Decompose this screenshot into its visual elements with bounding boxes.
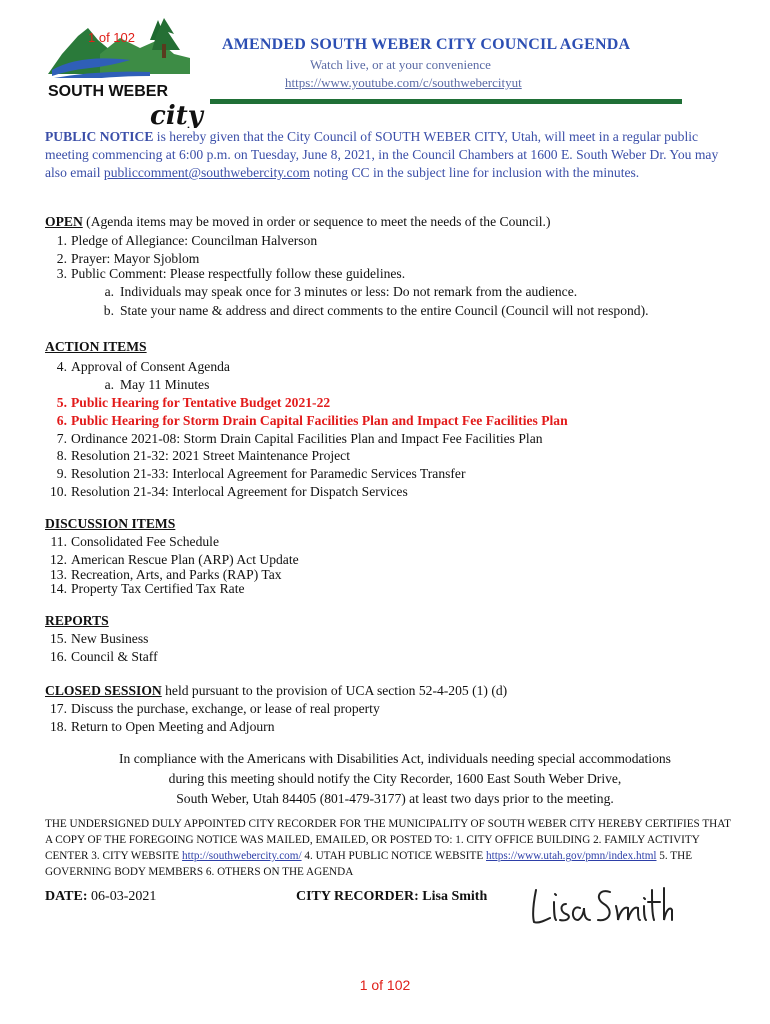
closed-heading: CLOSED SESSION (45, 683, 162, 698)
recorder-label: CITY RECORDER: (296, 889, 419, 904)
list-item: 14. Property Tax Certified Tax Rate (50, 581, 245, 596)
logo-line1: SOUTH WEBER (48, 83, 168, 100)
public-comment-email-link[interactable]: publiccomment@southwebercity.com (103, 165, 310, 180)
page-counter-top: 1 of 102 (88, 30, 135, 45)
list-item: 13. Recreation, Arts, and Parks (RAP) Tax (50, 567, 282, 582)
public-notice (45, 128, 735, 182)
header-divider (210, 99, 682, 104)
list-item: 12. American Rescue Plan (ARP) Act Update (50, 552, 299, 567)
list-item-highlight: 6. Public Hearing for Storm Drain Capital Facilities Plan and Impact Fee Facilities Plan (56, 413, 568, 428)
signature-image (528, 880, 673, 932)
page-counter-bottom: 1 of 102 (359, 977, 411, 993)
open-section-heading (45, 213, 550, 231)
list-item: 17. Discuss the purchase, exchange, or lease of real property (50, 701, 380, 716)
public-notice-lead: PUBLIC NOTICE (45, 129, 154, 144)
open-note: (Agenda items may be moved in order or sequence to meet the needs of the Council.) (82, 214, 551, 229)
list-item: 15. New Business (50, 631, 149, 646)
closed-note: held pursuant to the provision of UCA section 52-4-205 (1) (d) (161, 683, 508, 698)
open-heading: OPEN (45, 214, 83, 229)
youtube-link[interactable]: https://www.youtube.com/c/southwebercityut (285, 75, 522, 90)
date-label: DATE: (45, 889, 88, 904)
ada-line: during this meeting should notify the City Recorder, 1600 East South Weber Drive, (168, 771, 622, 786)
list-item: 16. Council & Staff (50, 649, 158, 664)
city-website-link[interactable]: http://southwebercity.com/ (182, 850, 302, 862)
list-item: 3. Public Comment: Please respectfully follow these guidelines. (56, 266, 406, 281)
list-subitem: b. State your name & address and direct comments to the entire Council (Council will not respond). (103, 303, 649, 318)
list-item: 11. Consolidated Fee Schedule (50, 534, 219, 549)
watch-live-text: Watch live, or at your convenience (310, 57, 491, 72)
list-item: 10. Resolution 21-34: Interlocal Agreement for Dispatch Services (50, 484, 408, 499)
list-item: 1. Pledge of Allegiance: Councilman Halverson (56, 233, 318, 248)
date-line (45, 889, 156, 905)
list-item: 2. Prayer: Mayor Sjoblom (56, 251, 200, 266)
date-value: 06-03-2021 (87, 889, 157, 904)
recorder-line (296, 889, 487, 905)
list-item-highlight: 5. Public Hearing for Tentative Budget 2021-22 (56, 395, 331, 410)
list-subitem: a. Individuals may speak once for 3 minutes or less: Do not remark from the audience. (104, 284, 578, 299)
list-subitem: a. May 11 Minutes (104, 377, 210, 392)
utah-public-notice-link[interactable]: https://www.utah.gov/pmn/index.html (486, 850, 657, 862)
ada-notice (45, 749, 745, 809)
public-notice-text2: noting CC in the subject line for inclusion with the minutes. (309, 165, 640, 180)
logo-line2: city (150, 101, 203, 128)
list-item: 18. Return to Open Meeting and Adjourn (50, 719, 275, 734)
public-notice-text1: is hereby given that the City Council of SOUTH WEBER CITY, Utah, will meet in a regular public meeting commencing at 6:00 p.m. on Tuesday, June 8, 2021, in the Council Chambers at 1600 E. South Weber Dr. You may also email (45, 129, 719, 180)
ada-line: In compliance with the Americans with Disabilities Act, individuals needing special accommodations (119, 751, 671, 766)
action-items-heading: ACTION ITEMS (45, 339, 147, 354)
certification-text: THE UNDERSIGNED DULY APPOINTED CITY RECORDER FOR THE MUNICIPALITY OF SOUTH WEBER CITY HEREBY CERTIFIES THAT A COPY OF THE FOREGOING NOTICE WAS MAILED, EMAILED, OR POSTED TO: 1. CITY OFFICE BUILDING 2. FAMILY ACTIVITY CENTER 3. CITY WEBSITE http://southwebercity.com/ 4. UTAH PUBLIC NOTICE WEBSITE https://www.utah.gov/pmn/index.html 5. THE GOVERNING BODY MEMBERS 6. OTHERS ON THE AGENDA (45, 818, 731, 878)
reports-heading: REPORTS (45, 613, 109, 628)
agenda-title: AMENDED SOUTH WEBER CITY COUNCIL AGENDA (222, 36, 631, 53)
list-item: 7. Ordinance 2021-08: Storm Drain Capital Facilities Plan and Impact Fee Facilities Plan (56, 431, 543, 446)
closed-session-heading (45, 682, 507, 700)
ada-line: South Weber, Utah 84405 (801-479-3177) at least two days prior to the meeting. (176, 791, 614, 806)
recorder-name: Lisa Smith (418, 889, 488, 904)
list-item: 8. Resolution 21-32: 2021 Street Maintenance Project (56, 448, 350, 463)
list-item: 9. Resolution 21-33: Interlocal Agreement for Paramedic Services Transfer (56, 466, 466, 481)
list-item: 4. Approval of Consent Agenda (56, 359, 230, 374)
discussion-items-heading: DISCUSSION ITEMS (45, 516, 176, 531)
